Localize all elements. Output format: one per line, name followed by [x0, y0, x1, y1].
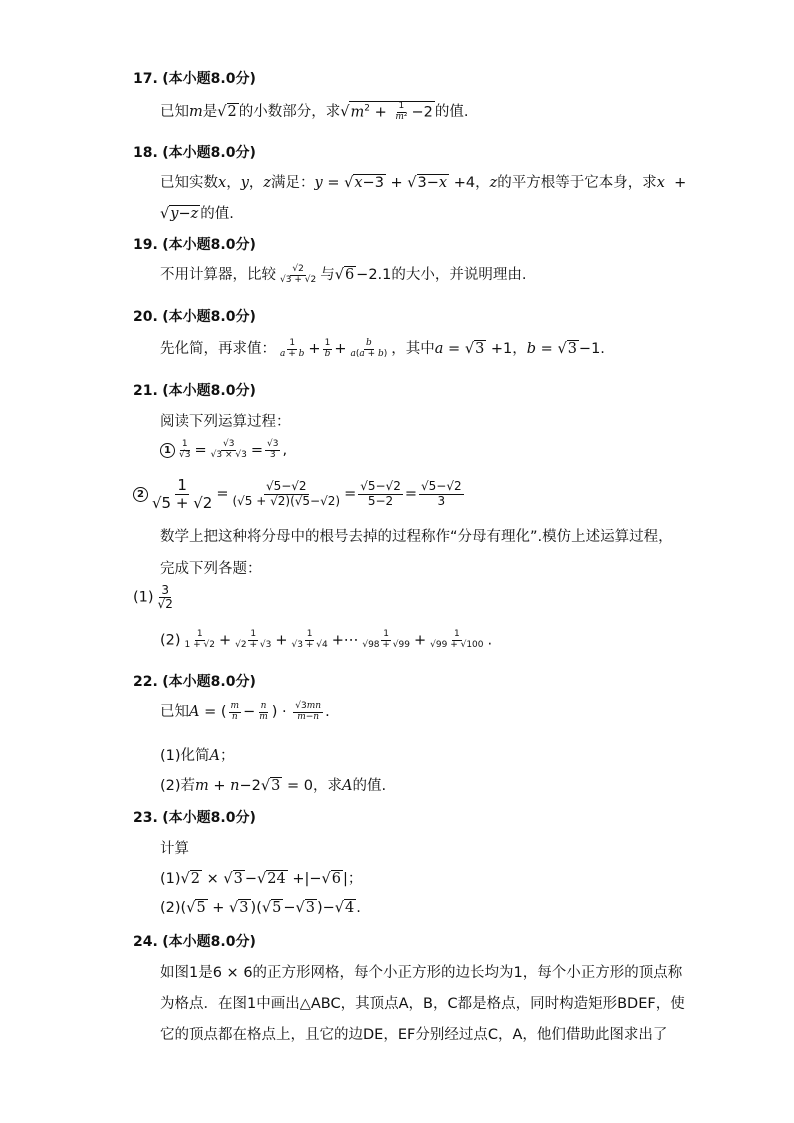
- question-17-body: 已知m是√2 的小数部分，求$√m^2$ + $\frac{1}{\text{m²}}$ −2 的值.: [160, 100, 469, 122]
- question-header-19: 19. (本小题8.0分): [133, 237, 256, 253]
- question-18-body: 已知实数x，y，z满足：y = √x−3 + √3−x +4，z的平方根等于它本身，求x +: [160, 175, 687, 191]
- question-22-part-1: (1)化简A；: [160, 748, 235, 764]
- question-header-17: [133, 68, 256, 88]
- question-19-body: 不用计算器，比较 $\frac{√2}{√3 + √2}$ 与√6 −2.1的大小，并说明理由.: [160, 263, 527, 285]
- question-21-step-1: 1 $\frac{1}{√3}$ = $\frac{√3}{√3 \times √3}$ = $\frac{√3}{3}$ ,: [160, 440, 287, 461]
- question-header-20: 20. (本小题8.0分): [133, 309, 256, 325]
- question-24-line-1: 如图1是6 × 6的正方形网格，每个小正方形的边长均为1，每个小正方形的顶点称: [160, 965, 683, 981]
- question-header-23: 23. (本小题8.0分): [133, 810, 256, 826]
- question-score: (本小题8.0分): [162, 71, 256, 87]
- question-21-para-1: 数学上把这种将分母中的根号去掉的过程称作“分母有理化”.模仿上述运算过程，: [160, 529, 673, 545]
- question-21-part-2: (2) $\frac{1}{1 + √2}$ + $\frac{1}{√2 + √3}$ + $\frac{1}{√3 + √4}$ +⋯ $\frac{1}{√98 + √99}$ + $\frac{1}{√99 + √100}$ .: [160, 629, 493, 650]
- question-header-21: 21. (本小题8.0分): [133, 383, 256, 399]
- question-header-22: 22. (本小题8.0分): [133, 674, 256, 690]
- question-20-body: 先化简，再求值： $\frac{1}{a + b}$ + $\frac{1}{b}$ + $\frac{b}{a(a + b)}$ ，其中a = √3 +1，b = √3 −1.: [160, 337, 605, 359]
- question-number: 17.: [133, 71, 158, 87]
- question-24-line-3: 它的顶点都在格点上，且它的边DE，EF分别经过点C，A，他们借助此图求出了: [160, 1027, 668, 1043]
- question-header-24: 24. (本小题8.0分): [133, 934, 256, 950]
- question-21-intro: 阅读下列运算过程：: [160, 414, 291, 430]
- question-21-step-2: 2 $\frac{1}{√5 + √2}$ = $\frac{√5-√2}{(√5 + √2)(√5-√2)}$ = $\frac{√5-√2}{5-2}$ = $\frac{√5-√2}{3}$: [133, 477, 466, 511]
- question-23-title: 计算: [160, 841, 189, 857]
- question-24-line-2: 为格点．在图1中画出△ABC，其顶点A，B，C都是格点，同时构造矩形BDEF，使: [160, 996, 685, 1012]
- question-22-body: 已知A = ( $\frac{m}{n}$ − $\frac{n}{m}$ ) · $\frac{√3mn}{m-n}$ .: [160, 700, 330, 722]
- question-18-body-2: √y−z 的值.: [160, 206, 234, 222]
- question-22-part-2: (2)若m + n−2√3 = 0，求A的值.: [160, 778, 387, 794]
- question-23-part-1: (1)√2 × √3 −√24 +|−√6 |；: [160, 871, 363, 887]
- question-23-part-2: (2)(√5 + √3 )(√5 −√3 )−√4 .: [160, 900, 361, 916]
- question-header-18: 18. (本小题8.0分): [133, 145, 256, 161]
- question-21-part-1: (1) $\frac{3}{√2}$: [133, 583, 173, 612]
- question-21-para-2: 完成下列各题：: [160, 561, 262, 577]
